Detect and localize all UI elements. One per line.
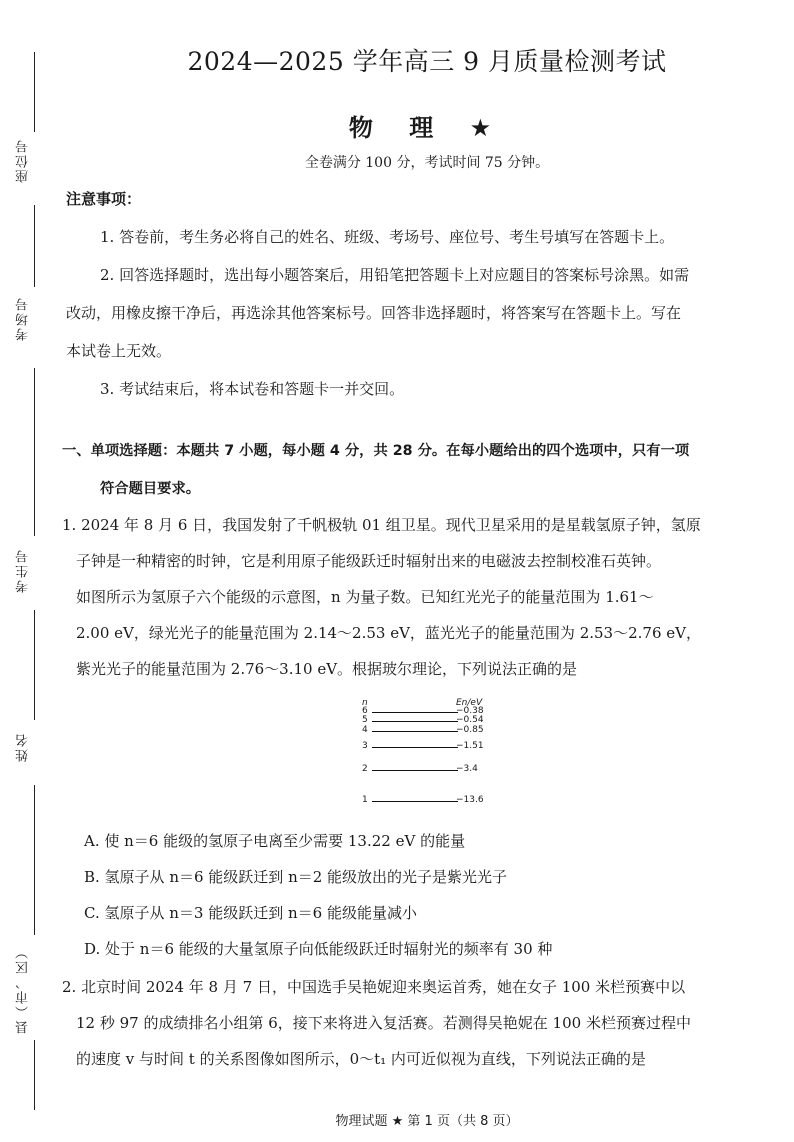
notice-item: 本试卷上无效。 [66, 342, 172, 360]
question-1-text: 紫光光子的能量范围为 2.76～3.10 eV。根据玻尔理论，下列说法正确的是 [76, 660, 578, 678]
notice-item: 1. 答卷前，考生务必将自己的姓名、班级、考场号、座位号、考生号填写在答题卡上。 [100, 228, 675, 246]
level-energy-label: −13.6 [456, 795, 484, 805]
level-n-label: 6 [362, 706, 368, 716]
notice-item: 2. 回答选择题时，选出每小题答案后，用铅笔把答题卡上对应题目的答案标号涂黑。如需 [100, 266, 690, 284]
section-heading: 一、单项选择题：本题共 7 小题，每小题 4 分，共 28 分。在每小题给出的四个选项中，只有一项 [62, 443, 690, 459]
margin-line [34, 368, 35, 536]
subject-title: 物 理 ★ [348, 114, 506, 142]
question-1-text: 子钟是一种精密的时钟，它是利用原子能级跃迁时辐射出来的电磁波去控制校准石英钟。 [76, 552, 662, 570]
notice-item: 3. 考试结束后，将本试卷和答题卡一并交回。 [100, 380, 405, 398]
energy-level-line [372, 712, 458, 713]
energy-level-line [372, 731, 458, 732]
n-axis-label: n [362, 698, 368, 708]
exam-title: 2024—2025 学年高三 9 月质量检测考试 [187, 47, 667, 76]
level-energy-label: −0.38 [456, 706, 484, 716]
level-n-label: 2 [362, 764, 368, 774]
level-energy-label: −0.85 [456, 725, 484, 735]
margin-label-exam-room: 考场号 [16, 296, 31, 341]
margin-label-seat-number: 座位号 [16, 138, 31, 183]
level-n-label: 4 [362, 725, 368, 735]
question-1-text: 如图所示为氢原子六个能级的示意图，n 为量子数。已知红光光子的能量范围为 1.61～ [76, 588, 654, 606]
energy-level-line [372, 801, 458, 802]
question-1-option-c: C. 氢原子从 n＝3 能级跃迁到 n＝6 能级能量减小 [84, 904, 417, 922]
section-heading-continued: 符合题目要求。 [100, 481, 201, 497]
level-n-label: 1 [362, 795, 368, 805]
margin-line [34, 205, 35, 287]
level-energy-label: −3.4 [456, 764, 478, 774]
level-n-label: 5 [362, 715, 368, 725]
question-1-text: 2.00 eV，绿光光子的能量范围为 2.14～2.53 eV，蓝光光子的能量范围为 2.53～2.76 eV， [76, 624, 701, 642]
question-1-text: 1. 2024 年 8 月 6 日，我国发射了千帆极轨 01 组卫星。现代卫星采用的是星载氢原子钟，氢原 [62, 516, 701, 534]
energy-level-line [372, 721, 458, 722]
energy-level-diagram [358, 698, 498, 810]
level-energy-label: −1.51 [456, 741, 484, 751]
margin-line [34, 1040, 35, 1110]
energy-level-line [372, 747, 458, 748]
notice-item: 改动，用橡皮擦干净后，再选涂其他答案标号。回答非选择题时，将答案写在答题卡上。写在 [66, 304, 682, 322]
energy-axis-label: En/eV [456, 698, 483, 708]
question-2-text: 2. 北京时间 2024 年 8 月 7 日，中国选手吴艳妮迎来奥运首秀，她在女子 100 米栏预赛中以 [62, 978, 686, 996]
level-n-label: 3 [362, 741, 368, 751]
binding-margin [0, 0, 60, 1142]
margin-line [34, 52, 35, 132]
subject-info: 全卷满分 100 分，考试时间 75 分钟。 [304, 155, 550, 171]
margin-label-county: 县（市、区） [16, 944, 31, 1034]
margin-line [34, 610, 35, 720]
question-1-option-b: B. 氢原子从 n＝6 能级跃迁到 n＝2 能级放出的光子是紫光光子 [84, 868, 508, 886]
page-footer: 物理试题 ★ 第 1 页（共 8 页） [335, 1114, 519, 1129]
margin-label-name: 姓名 [16, 732, 31, 762]
question-1-option-d: D. 处于 n＝6 能级的大量氢原子向低能级跃迁时辐射光的频率有 30 种 [84, 940, 553, 958]
margin-line [34, 785, 35, 935]
question-1-option-a: A. 使 n＝6 能级的氢原子电离至少需要 13.22 eV 的能量 [84, 832, 466, 850]
notice-heading: 注意事项： [66, 190, 142, 208]
question-2-text: 的速度 v 与时间 t 的关系图像如图所示，0～t₁ 内可近似视为直线，下列说法正确的是 [76, 1050, 646, 1068]
energy-level-line [372, 770, 458, 771]
question-2-text: 12 秒 97 的成绩排名小组第 6，接下来将进入复活赛。若测得吴艳妮在 100 米栏预赛过程中 [76, 1014, 691, 1032]
margin-label-candidate-number: 考生号 [16, 548, 31, 593]
level-energy-label: −0.54 [456, 715, 484, 725]
